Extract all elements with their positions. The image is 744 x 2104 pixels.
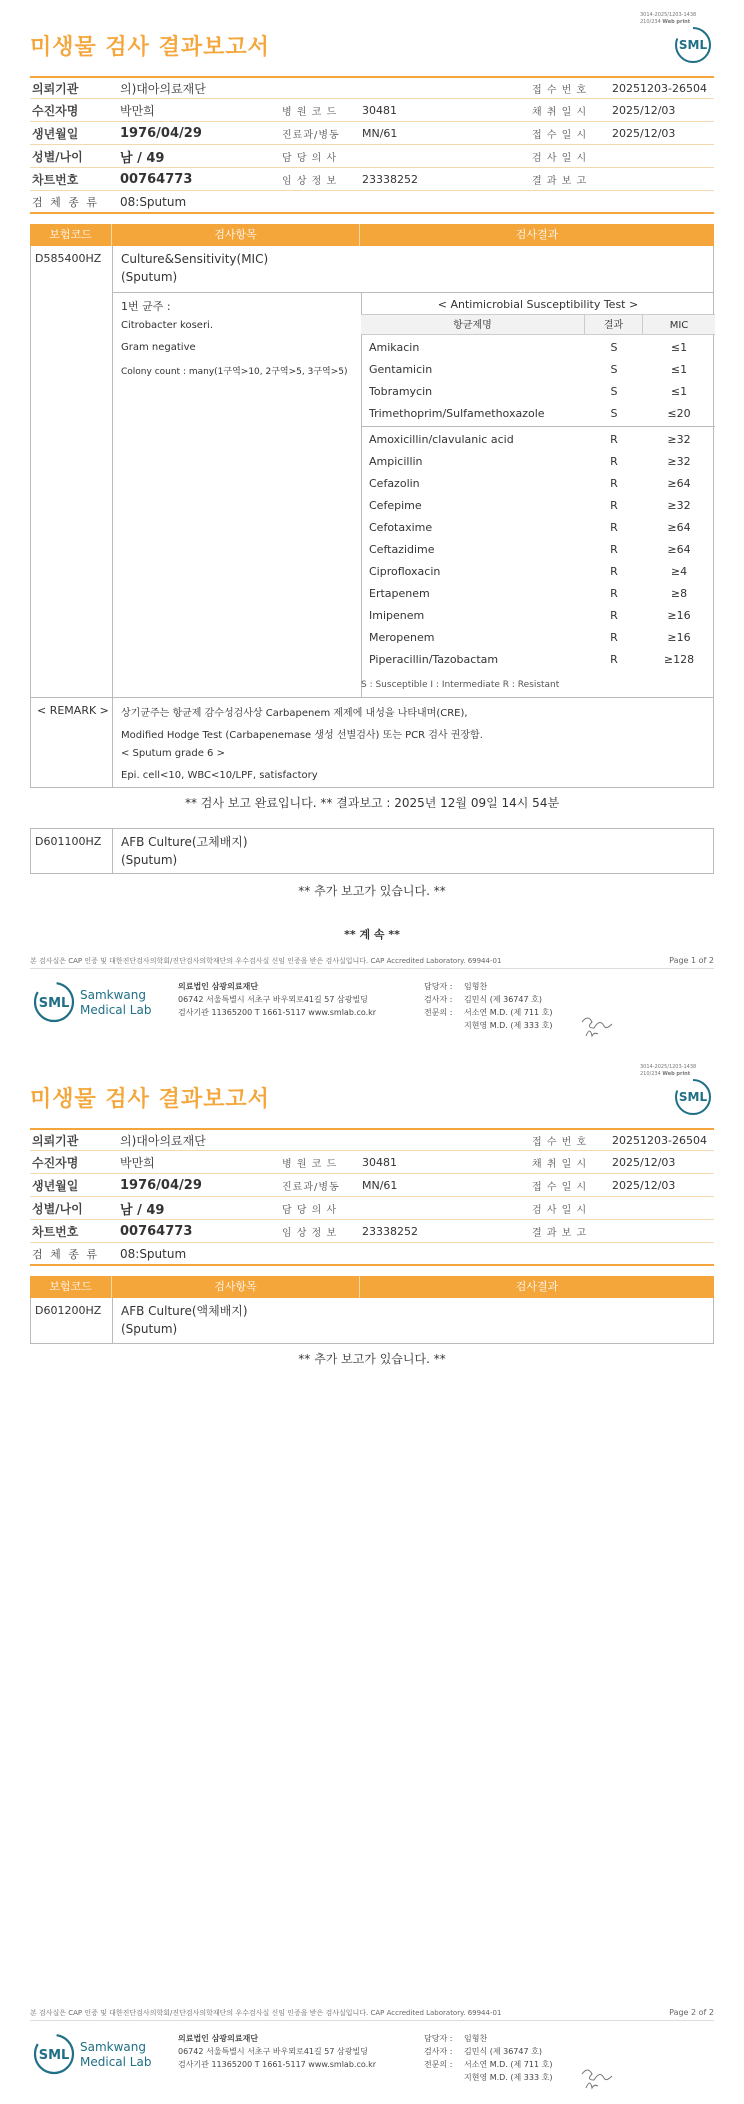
more-report-note: ** 추가 보고가 있습니다. ** (298, 884, 446, 898)
label: 접 수 일 시 (532, 129, 588, 141)
ast-col-drug: 항균제명 (361, 315, 585, 334)
ast-row (361, 472, 715, 494)
lab-info (178, 2032, 376, 2071)
page-title: 미생물 검사 결과보고서 (30, 35, 270, 60)
ast-result: R (610, 608, 618, 622)
lab-contact: 검사기관 11365200 T 1661-5117 www.smlab.co.kr (178, 2060, 377, 2069)
ast-drug: Imipenem (369, 608, 425, 622)
gram-stain: Gram negative (121, 342, 196, 353)
test-name: AFB Culture(액체배지) (121, 1304, 248, 1318)
ast-row (361, 516, 715, 538)
test-name: Culture&Sensitivity(MIC) (121, 252, 269, 266)
clinical-info: 23338252 (362, 172, 418, 186)
info-row (30, 1128, 714, 1151)
ast-result: R (610, 652, 618, 666)
page-number: Page 1 of 2 (669, 956, 714, 965)
patient-info (30, 76, 714, 214)
header-item: 검사항목 (112, 1276, 360, 1298)
ast-result: S (610, 362, 618, 376)
print-stamp (640, 1064, 700, 1078)
lab-corp: 의료법인 삼광의료재단 (178, 982, 259, 991)
colony-count: Colony count : many(1구역>10, 2구역>5, 3구역>5) (121, 367, 348, 377)
label: 결 과 보 고 (532, 1227, 588, 1239)
lab-address: 06742 서울특별시 서초구 바우뫼로41길 57 삼광빌딩 (178, 995, 368, 1004)
info-row (30, 1197, 714, 1220)
ast-row (361, 428, 715, 450)
ast-drug: Ampicillin (369, 454, 423, 468)
remark-label: < REMARK > (37, 704, 109, 717)
remark-line: Modified Hodge Test (Carbapenemase 생성 선별검사) 또는 PCR 검사 권장함. (121, 730, 483, 741)
organism-number: 1번 균주 : (121, 300, 171, 313)
sex-age: 남 / 49 (120, 1202, 165, 1218)
department: MN/61 (362, 1178, 398, 1192)
ast-result: R (610, 498, 618, 512)
staff-info: 담당자 : 임형찬 검사자 : 김민식 (제 36747 호) 전문의 : 서소연 M.D. (제 711 호) 지현영 M.D. (제 333 호) (424, 982, 553, 1030)
ast-drug: Ciprofloxacin (369, 564, 441, 578)
specimen-type: 08:Sputum (120, 194, 187, 209)
ast-result: R (610, 520, 618, 534)
info-row (30, 1243, 714, 1266)
test-name: AFB Culture(고체배지) (121, 835, 248, 849)
svg-text:Medical Lab: Medical Lab (80, 1003, 152, 1017)
ast-result: R (610, 454, 618, 468)
ast-drug: Amikacin (369, 340, 420, 354)
patient-name: 박만희 (120, 103, 155, 118)
label: 병 원 코 드 (282, 106, 338, 118)
label: 수진자명 (32, 103, 79, 118)
sml-logo-icon (674, 26, 712, 64)
svg-text:SML: SML (38, 996, 70, 1011)
patient-name: 박만희 (120, 1155, 155, 1170)
test-specimen: (Sputum) (121, 1322, 178, 1336)
info-row (30, 145, 714, 168)
ast-mic: ≥32 (667, 432, 691, 446)
ast-drug: Amoxicillin/clavulanic acid (369, 432, 514, 446)
specimen-type: 08:Sputum (120, 1246, 187, 1261)
collection-date: 2025/12/03 (612, 1155, 676, 1169)
ast-col-result: 결과 (585, 315, 643, 334)
ast-mic: ≥64 (667, 476, 691, 490)
page-title: 미생물 검사 결과보고서 (30, 1087, 270, 1112)
svg-text:Medical Lab: Medical Lab (80, 2055, 152, 2069)
collection-date: 2025/12/03 (612, 103, 676, 117)
ast-result: S (610, 406, 618, 420)
ast-result: R (610, 476, 618, 490)
label: 채 취 일 시 (532, 1158, 588, 1170)
info-row (30, 168, 714, 191)
ast-col-mic: MIC (669, 320, 689, 331)
label: 검 체 종 류 (32, 1247, 99, 1261)
ast-header (361, 314, 715, 335)
test-block (30, 828, 714, 874)
ast-drug: Ertapenem (369, 586, 430, 600)
ast-drug: Gentamicin (369, 362, 433, 376)
info-row (30, 122, 714, 145)
ast-row (361, 336, 715, 358)
label: 차트번호 (32, 172, 79, 187)
label: 차트번호 (32, 1224, 79, 1239)
header-result: 검사결과 (515, 1280, 559, 1293)
requesting-institution: 의)대아의료재단 (120, 1133, 206, 1148)
ast-row (361, 538, 715, 560)
label: 담 당 의 사 (282, 1204, 338, 1216)
label: 진료과/병동 (282, 1181, 340, 1193)
ast-legend: S : Susceptible I : Intermediate R : Resistant (361, 680, 560, 690)
label: 검 사 일 시 (532, 152, 588, 164)
ast-drug: Cefotaxime (369, 520, 433, 534)
test-block (30, 1298, 714, 1344)
remark-line: Epi. cell<10, WBC<10/LPF, satisfactory (121, 770, 318, 781)
label: 생년월일 (32, 126, 79, 141)
more-report-note: ** 추가 보고가 있습니다. ** (298, 1352, 446, 1366)
print-stamp-line: 3014-2025/1203-1438 (640, 12, 697, 18)
ast-row (361, 582, 715, 604)
page-number: Page 2 of 2 (669, 2008, 714, 2017)
ast-result: S (610, 384, 618, 398)
staff-info: 담당자 : 임형찬 검사자 : 김민식 (제 36747 호) 전문의 : 서소연 M.D. (제 711 호) 지현영 M.D. (제 333 호) (424, 2034, 553, 2082)
label: 담 당 의 사 (282, 152, 338, 164)
ast-mic: ≥16 (667, 630, 691, 644)
receipt-date: 2025/12/03 (612, 126, 676, 140)
info-row (30, 1151, 714, 1174)
test-specimen: (Sputum) (121, 270, 178, 284)
header-result: 검사결과 (515, 228, 559, 241)
ast-mic: ≥128 (663, 652, 695, 666)
birth-date: 1976/04/29 (120, 1177, 202, 1193)
label: 검 사 일 시 (532, 1204, 588, 1216)
lab-info (178, 980, 376, 1019)
remark-line: < Sputum grade 6 > (121, 748, 225, 759)
ast-row (361, 648, 715, 670)
ast-drug: Cefazolin (369, 476, 420, 490)
receipt-date: 2025/12/03 (612, 1178, 676, 1192)
ast-row (361, 450, 715, 472)
info-row (30, 1174, 714, 1197)
registration-number: 20251203-26504 (612, 1133, 707, 1147)
print-stamp (640, 12, 700, 26)
svg-text:SML: SML (678, 1090, 708, 1104)
ast-row (361, 494, 715, 516)
ast-mic: ≤1 (670, 384, 688, 398)
svg-text:Samkwang: Samkwang (80, 2040, 146, 2054)
ast-result: S (610, 340, 618, 354)
requesting-institution: 의)대아의료재단 (120, 81, 206, 96)
lab-contact: 검사기관 11365200 T 1661-5117 www.smlab.co.kr (178, 1008, 377, 1017)
insurance-code: D601200HZ (35, 1304, 102, 1317)
label: 접 수 번 호 (532, 84, 588, 96)
patient-info (30, 1128, 714, 1266)
ast-mic: ≤1 (670, 340, 688, 354)
ast-result: R (610, 432, 618, 446)
chart-number: 00764773 (120, 171, 193, 187)
ast-row (361, 358, 715, 380)
ast-drug: Ceftazidime (369, 542, 435, 556)
ast-row (361, 560, 715, 582)
label: 성별/나이 (32, 149, 83, 164)
label: 진료과/병동 (282, 129, 340, 141)
sml-logo-icon (674, 1078, 712, 1116)
label: 성별/나이 (32, 1201, 83, 1216)
svg-text:Samkwang: Samkwang (80, 988, 146, 1002)
ast-mic: ≥64 (667, 542, 691, 556)
header-code: 보험코드 (30, 224, 112, 246)
chart-number: 00764773 (120, 1223, 193, 1239)
label: 임 상 정 보 (282, 1227, 338, 1239)
ast-drug: Trimethoprim/Sulfamethoxazole (369, 406, 545, 420)
label: 접 수 번 호 (532, 1136, 588, 1148)
ast-row (361, 380, 715, 402)
sex-age: 남 / 49 (120, 150, 165, 166)
test-specimen: (Sputum) (121, 853, 178, 867)
label: 병 원 코 드 (282, 1158, 338, 1170)
lab-corp: 의료법인 삼광의료재단 (178, 2034, 259, 2043)
ast-drug: Cefepime (369, 498, 422, 512)
ast-drug: Meropenem (369, 630, 435, 644)
samkwang-logo-icon (34, 2030, 154, 2078)
ast-row (361, 626, 715, 648)
ast-mic: ≤20 (667, 406, 691, 420)
ast-mic: ≥32 (667, 498, 691, 512)
header-code: 보험코드 (30, 1276, 112, 1298)
hospital-code: 30481 (362, 103, 397, 117)
signature-icon (578, 1012, 614, 1042)
ast-mic: ≥64 (667, 520, 691, 534)
label: 결 과 보 고 (532, 175, 588, 187)
label: 의뢰기관 (32, 1133, 79, 1148)
info-row (30, 99, 714, 122)
svg-text:SML: SML (678, 38, 708, 52)
label: 접 수 일 시 (532, 1181, 588, 1193)
info-row (30, 191, 714, 214)
result-table-header (30, 1276, 714, 1298)
ast-result: R (610, 542, 618, 556)
ast-row (361, 402, 715, 424)
ast-result: R (610, 630, 618, 644)
svg-text:SML: SML (38, 2048, 70, 2063)
header-item: 검사항목 (112, 224, 360, 246)
accreditation-note: 본 검사실은 CAP 인증 및 대한진단검사의학회/진단검사의학재단의 우수검사실 신임 인증을 받은 검사실입니다. CAP Accredited Laboratory. 69944-01 (30, 957, 502, 965)
print-stamp-line: Web print (662, 19, 691, 25)
insurance-code: D585400HZ (35, 252, 102, 265)
birth-date: 1976/04/29 (120, 125, 202, 141)
report-page-2 (0, 1052, 744, 2104)
clinical-info: 23338252 (362, 1224, 418, 1238)
organism-name: Citrobacter koseri. (121, 320, 214, 331)
ast-mic: ≥8 (670, 586, 688, 600)
remark-line: 상기균주는 항균제 감수성검사상 Carbapenem 제제에 내성을 나타내며(CRE), (121, 708, 468, 719)
label: 채 취 일 시 (532, 106, 588, 118)
hospital-code: 30481 (362, 1155, 397, 1169)
ast-result: R (610, 586, 618, 600)
report-complete-note: ** 검사 보고 완료입니다. ** 결과보고 : 2025년 12월 09일 14시 54분 (184, 796, 560, 810)
accreditation-note: 본 검사실은 CAP 인증 및 대한진단검사의학회/진단검사의학재단의 우수검사실 신임 인증을 받은 검사실입니다. CAP Accredited Laboratory. 69944-01 (30, 2009, 502, 2017)
print-stamp-line: 210/234 (640, 1071, 661, 1077)
samkwang-logo-icon (34, 978, 154, 1026)
ast-drug: Tobramycin (369, 384, 433, 398)
ast-result: R (610, 564, 618, 578)
print-stamp-line: 210/234 (640, 19, 661, 25)
result-table-header (30, 224, 714, 246)
lab-address: 06742 서울특별시 서초구 바우뫼로41길 57 삼광빌딩 (178, 2047, 368, 2056)
print-stamp-line: 3014-2025/1203-1438 (640, 1064, 697, 1070)
department: MN/61 (362, 126, 398, 140)
label: 생년월일 (32, 1178, 79, 1193)
insurance-code: D601100HZ (35, 835, 102, 848)
continued-note: ** 계 속 ** (344, 928, 400, 941)
label: 임 상 정 보 (282, 175, 338, 187)
signature-icon (578, 2064, 614, 2094)
ast-mic: ≥4 (670, 564, 688, 578)
ast-title: < Antimicrobial Susceptibility Test > (437, 298, 639, 311)
info-row (30, 1220, 714, 1243)
ast-mic: ≥32 (667, 454, 691, 468)
label: 검 체 종 류 (32, 195, 99, 209)
registration-number: 20251203-26504 (612, 81, 707, 95)
print-stamp-line: Web print (662, 1071, 691, 1077)
test-block (30, 246, 714, 788)
label: 수진자명 (32, 1155, 79, 1170)
label: 의뢰기관 (32, 81, 79, 96)
ast-mic: ≤1 (670, 362, 688, 376)
ast-drug: Piperacillin/Tazobactam (369, 652, 499, 666)
info-row (30, 76, 714, 99)
ast-mic: ≥16 (667, 608, 691, 622)
ast-row (361, 604, 715, 626)
